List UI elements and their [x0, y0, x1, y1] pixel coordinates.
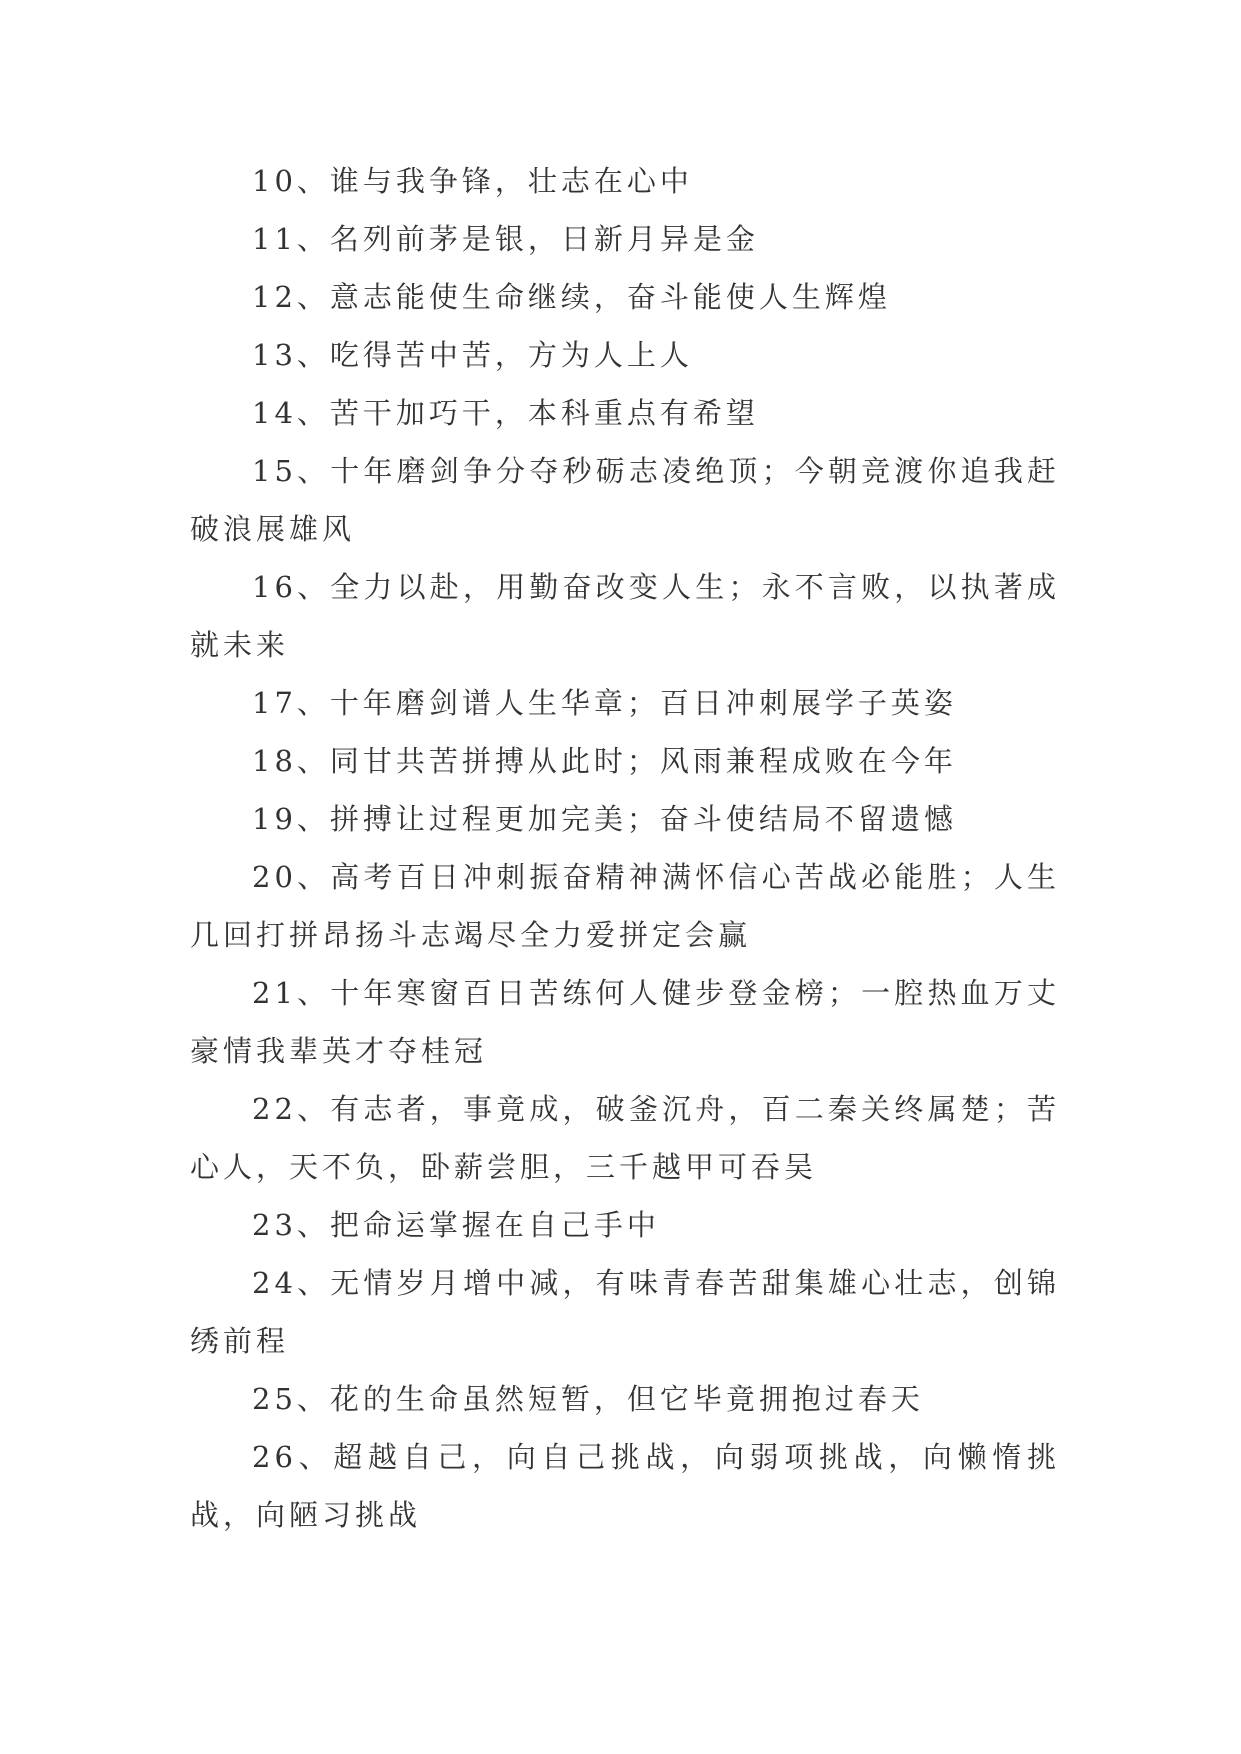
list-item: 20、高考百日冲刺振奋精神满怀信心苦战必能胜；人生几回打拼昂扬斗志竭尽全力爱拼定会赢 [190, 860, 1060, 952]
list-item: 15、十年磨剑争分夺秒砺志凌绝顶；今朝竞渡你追我赶破浪展雄风 [190, 454, 1060, 546]
list-item: 26、超越自己，向自己挑战，向弱项挑战，向懒惰挑战，向陋习挑战 [190, 1440, 1060, 1532]
list-item: 13、吃得苦中苦，方为人上人 [252, 338, 693, 372]
list-item: 25、花的生命虽然短暂，但它毕竟拥抱过春天 [252, 1382, 924, 1416]
slogan-list [190, 152, 1060, 1544]
list-item: 17、十年磨剑谱人生华章；百日冲刺展学子英姿 [252, 686, 957, 720]
list-item: 18、同甘共苦拼搏从此时；风雨兼程成败在今年 [252, 744, 957, 778]
list-item: 11、名列前茅是银，日新月异是金 [252, 222, 759, 256]
list-item: 14、苦干加巧干，本科重点有希望 [252, 396, 759, 430]
list-item: 23、把命运掌握在自己手中 [252, 1208, 660, 1242]
list-item: 10、谁与我争锋，壮志在心中 [252, 164, 693, 198]
list-item: 19、拼搏让过程更加完美；奋斗使结局不留遗憾 [252, 802, 957, 836]
list-item: 21、十年寒窗百日苦练何人健步登金榜；一腔热血万丈豪情我辈英才夺桂冠 [190, 976, 1060, 1068]
list-item: 22、有志者，事竟成，破釜沉舟，百二秦关终属楚；苦心人，天不负，卧薪尝胆，三千越甲可吞吴 [190, 1092, 1060, 1184]
list-item: 24、无情岁月增中减，有味青春苦甜集雄心壮志，创锦绣前程 [190, 1266, 1060, 1358]
list-item: 16、全力以赴，用勤奋改变人生；永不言败，以执著成就未来 [190, 570, 1060, 662]
list-item: 12、意志能使生命继续，奋斗能使人生辉煌 [252, 280, 891, 314]
